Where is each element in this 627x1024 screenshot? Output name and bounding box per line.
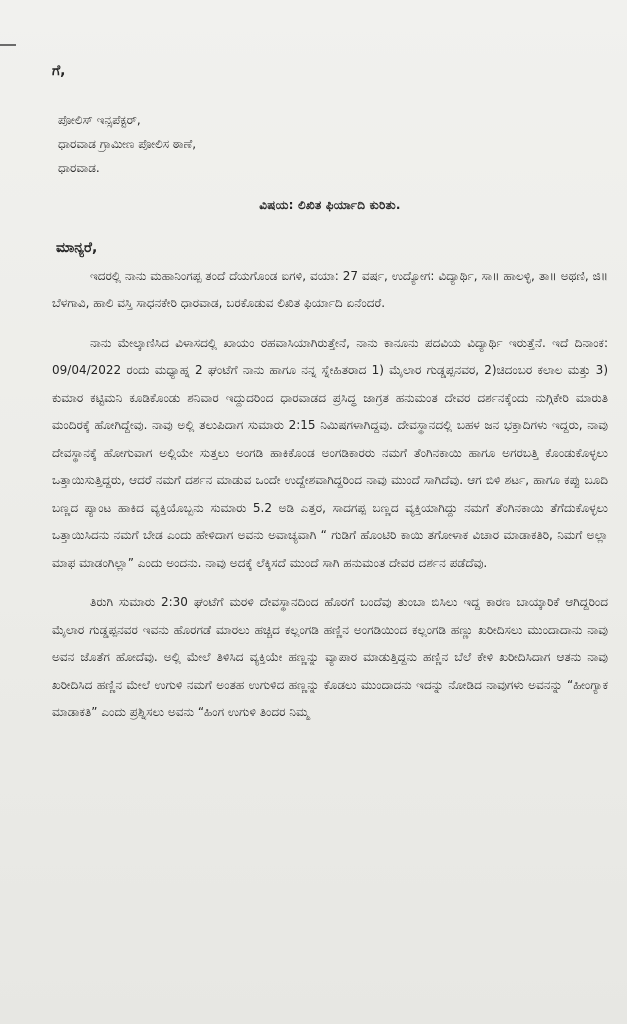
address-line-2: ಧಾರವಾಡ ಗ್ರಾಮೀಣ ಪೋಲಿಸ ಠಾಣೆ, xyxy=(58,136,197,151)
address-line-1: ಪೋಲಿಸ್ ಇನ್ಸಪೆಕ್ಟರ್, xyxy=(58,112,141,127)
paragraph-2: ನಾನು ಮೇಲ್ಕಾಣಿಸಿದ ವಿಳಾಸದಲ್ಲಿ ಖಾಯಂ ರಹವಾಸಿಯಾಗಿರುತ್ತೇನೆ, ನಾನು ಕಾನೂನು ಪದವಿಯ ವಿದ್ಯಾರ್ಥಿ ಇರುತ್ತೆನೆ. ಇದೆ ದಿನಾಂಕ: 09/04/2022 ರಂದು ಮಧ್ಯಾಹ್ನ 2 ಘಂಟೆಗೆ ನಾನು ಹಾಗೂ ನನ್ನ ಸ್ನೇಹಿತರಾದ 1) ಮೈಲಾರ ಗುಡ್ಡಪ್ಪನವರ, 2)ಚಿದಂಬರ ಕಲಾಲ ಮತ್ತು 3) ಕುಮಾರ ಕಟ್ಟಿಮನಿ ಕೂಡಿಕೊಂಡು ಶನಿವಾರ ಇದ್ದುದರಿಂದ ಧಾರವಾಡದ ಪ್ರಸಿದ್ಧ ಜಾಗ್ರತ ಹನುಮಂತ ದೇವರ ದರ್ಶನಕ್ಕೆಂದು ನುಗ್ಗಿಕೇರಿ ಮಾರುತಿ ಮಂದಿರಕ್ಕೆ ಹೋಗಿದ್ದೇವು. ನಾವು ಅಲ್ಲಿ ತಲುಪಿದಾಗ ಸುಮಾರು 2:15 ನಿಮಿಷಗಳಾಗಿದ್ದವು. ದೇವಸ್ಥಾನದಲ್ಲಿ ಬಹಳ ಜನ ಭಕ್ತಾದಿಗಳು ಇದ್ದರು, ನಾವು ದೇವಸ್ಥಾನಕ್ಕೆ ಹೋಗುವಾಗ ಅಲ್ಲಿಯೇ ಸುತ್ತಲು ಅಂಗಡಿ ಹಾಕಿಕೊಂಡ ಅಂಗಡಿಕಾರರು ನಮಗೆ ತೆಂಗಿನಕಾಯಿ ಹಾಗೂ ಅಗರಬತ್ತಿ ಕೊಂಡುಕೊಳ್ಳಲು ಒತ್ತಾಯಿಸುತ್ತಿದ್ದರು, ಆದರೆ ನಮಗೆ ದರ್ಶನ ಮಾಡುವ ಒಂದೇ ಉದ್ದೇಶವಾಗಿದ್ದರಿಂದ ನಾವು ಮುಂದೆ ಸಾಗಿದೆವು. ಆಗ ಬಿಳಿ ಶರ್ಟ, ಹಾಗೂ ಕಪ್ಪು ಬೂದಿ ಬಣ್ಣದ ಪ್ಯಾಂಟ ಹಾಕಿದ ವ್ಯಕ್ತಿಯೊಬ್ಬನು ಸುಮಾರು 5.2 ಅಡಿ ಎತ್ತರ, ಸಾದಗಪ್ಪ ಬಣ್ಣದ ವ್ಯಕ್ತಿಯಾಗಿದ್ದು ನಮಗೆ ತೆಂಗಿನಕಾಯಿ ತೆಗೆದುಕೊಳ್ಳಲು ಒತ್ತಾಯಿಸಿದನು ನಮಗೆ ಬೇಡ ಎಂದು ಹೇಳಿದಾಗ ಅವನು ಅವಾಚ್ಯವಾಗಿ “ ಗುಡಿಗೆ ಹೊಂಟಿರಿ ಕಾಯಿ ತಗೋಳಾಕ ವಿಚಾರ ಮಾಡಾಕತಿರಿ, ನಿಮಗೆ ಅಲ್ಲಾ ಮಾಫ ಮಾಡಂಗಿಲ್ಲಾ” ಎಂದು ಅಂದನು. ನಾವು ಅದಕ್ಕೆ ಲೆಕ್ಕಿಸದೆ ಮುಂದೆ ಸಾಗಿ ಹನುಮಂತ ದೇವರ ದರ್ಶನ ಪಡೆದೆವು. xyxy=(52,335,608,570)
page-edge-mark xyxy=(0,44,16,46)
paragraph-3: ತಿರುಗಿ ಸುಮಾರು 2:30 ಘಂಟೆಗೆ ಮರಳಿ ದೇವಸ್ಥಾನದಿಂದ ಹೊರಗೆ ಬಂದೆವು ತುಂಬಾ ಬಿಸಿಲು ಇದ್ದ ಕಾರಣ ಬಾಯ್ಕಾರಿಕೆ ಆಗಿದ್ದರಿಂದ ಮೈಲಾರ ಗುಡ್ಡಪ್ಪನವರ ಇವನು ಹೊರಗಡೆ ಮಾರಲು ಹಚ್ಚಿದ ಕಲ್ಲಂಗಡಿ ಹಣ್ಣಿನ ಅಂಗಡಿಯಿಂದ ಕಲ್ಲಂಗಡಿ ಹಣ್ಣು ಖರೀದಿಸಲು ಮುಂದಾದಾನು ನಾವು ಅವನ ಜೊತೆಗ ಹೋದೆವು. ಅಲ್ಲಿ ಮೇಲೆ ತಿಳಿಸಿದ ವ್ಯಕ್ತಿಯೇ ಹಣ್ಣನ್ನು ವ್ಯಾಪಾರ ಮಾಡುತ್ತಿದ್ದನು ಹಣ್ಣಿನ ಬೆಲೆ ಕೇಳಿ ಖರೀದಿಸಿದಾಗ ಆತನು ನಾವು ಖರೀದಿಸಿದ ಹಣ್ಣಿನ ಮೇಲೆ ಉಗುಳಿ ನಮಗೆ ಅಂತಹ ಉಗುಳಿದ ಹಣ್ಣನ್ನು ಕೊಡಲು ಮುಂದಾದನು ಇದನ್ನು ನೋಡಿದ ನಾವುಗಳು ಅವನನ್ನು “ಹೀಂಗ್ಯಾಕ ಮಾಡಾಕತಿ” ಎಂದು ಪ್ರಶ್ನಿಸಲು ಅವನು “ಹಿಂಗ ಉಗುಳಿ ತಿಂದರ ನಿಮ್ಮ xyxy=(52,595,608,719)
salutation: ಮಾನ್ಯರೆ, xyxy=(56,240,98,256)
address-line-3: ಧಾರವಾಡ. xyxy=(58,160,100,175)
subject-line: ವಿಷಯ: ಲಿಖಿತ ಫಿರ್ಯಾದಿ ಕುರಿತು. xyxy=(259,197,401,212)
paragraph-1: ಇದರಲ್ಲಿ ನಾನು ಮಹಾನಿಂಗಪ್ಪ ತಂದೆ ದೆಯಗೊಂಡ ಐಗಳಿ, ವಯಾ: 27 ವರ್ಷ, ಉದ್ಯೋಗ: ವಿದ್ಯಾರ್ಥಿ, ಸಾ॥ ಹಾಲಳ್ಳಿ, ತಾ॥ ಅಥಣಿ, ಜಿ॥ ಬೆಳಗಾವಿ, ಹಾಲಿ ವಸ್ತಿ ಸಾಧನಕೇರಿ ಧಾರವಾಡ, ಬರಕೊಡುವ ಲಿಖಿತ ಫಿರ್ಯಾದಿ ಏನೆಂದರೆ. xyxy=(52,268,608,310)
recipient-address xyxy=(58,108,608,180)
addressee-line: ಗೆ, xyxy=(52,63,66,79)
letter-body xyxy=(52,58,608,727)
